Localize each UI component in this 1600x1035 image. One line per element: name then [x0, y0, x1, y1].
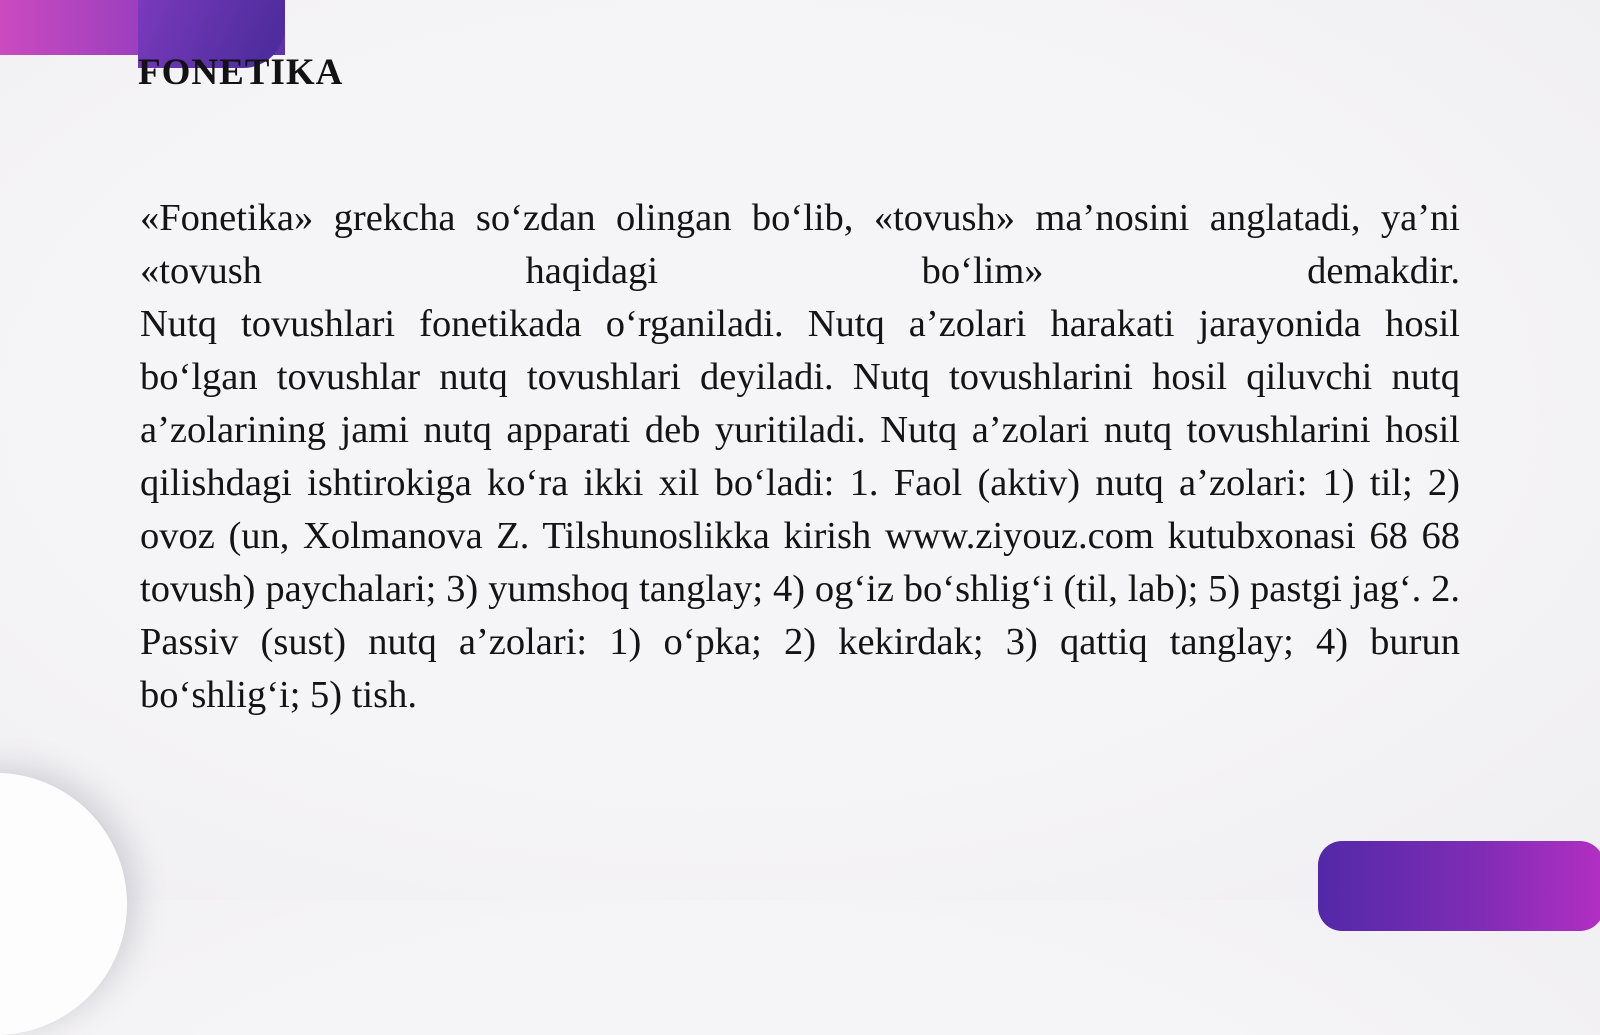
slide-body-text — [140, 192, 1460, 722]
body-paragraph-2: Nutq tovushlari fonetikada o‘rganiladi. Nutq a’zolari harakati jarayonida hosil bo‘lgan tovushlar nutq tovushlari deyiladi. Nutq tovushlarini hosil qiluvchi nutq a’zolarining jami nutq apparati deb yuritiladi. Nutq a’zolari nutq tovushlarini hosil qilishdagi ishtirokiga ko‘ra ikki xil bo‘ladi: 1. Faol (aktiv) nutq a’zolari: 1) til; 2) ovoz (un, Xolmanova Z. Tilshunoslikka kirish www.ziyouz.com kutubxonasi 68 68 tovush) paychalari; 3) yumshoq tanglay; 4) og‘iz bo‘shlig‘i (til, lab); 5) pastgi jag‘. 2. Passiv (sust) nutq a’zolari: 1) o‘pka; 2) kekirdak; 3) qattiq tanglay; 4) burun bo‘shlig‘i; 5) tish. — [140, 303, 1460, 716]
bottom-right-gradient-bar — [1318, 841, 1600, 931]
slide-title: FONETIKA — [138, 51, 344, 93]
body-paragraph-1: «Fonetika» grekcha so‘zdan olingan bo‘lib, «tovush» ma’nosini anglatadi, ya’ni «tovush haqidagi bo‘lim» demakdir. — [140, 197, 1460, 292]
bottom-left-circle — [0, 773, 127, 1035]
